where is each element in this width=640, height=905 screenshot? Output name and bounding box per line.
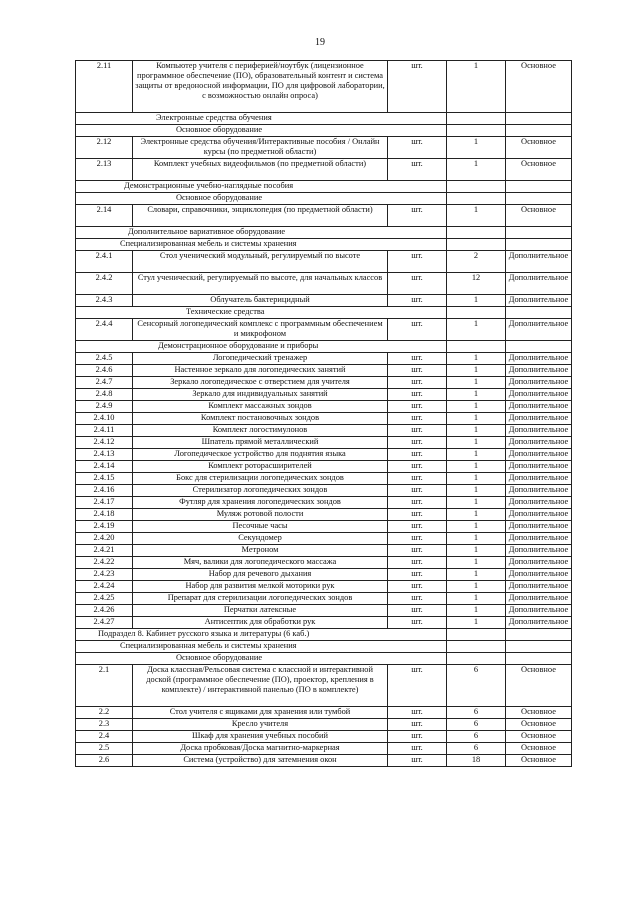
item-category: Основное — [506, 137, 572, 159]
item-quantity: 1 — [447, 473, 506, 485]
table-row — [76, 365, 572, 377]
section-header-row — [76, 113, 572, 125]
item-name: Муляж ротовой полости — [133, 509, 388, 521]
item-unit: шт. — [388, 731, 447, 743]
item-number: 2.2 — [76, 707, 133, 719]
item-quantity: 1 — [447, 137, 506, 159]
item-name: Доска классная/Рельсовая система с классной и интерактивной доской (программное обеспечение (ПО), проектор, крепления в комплекте) / интерактивной панелью (ПО в комплекте) — [133, 665, 388, 707]
section-header-row — [76, 125, 572, 137]
table-row — [76, 401, 572, 413]
item-number: 2.4.13 — [76, 449, 133, 461]
item-category: Основное — [506, 743, 572, 755]
item-number: 2.4.21 — [76, 545, 133, 557]
item-quantity: 1 — [447, 497, 506, 509]
item-quantity: 1 — [447, 569, 506, 581]
item-unit: шт. — [388, 61, 447, 113]
item-category: Дополнительное — [506, 377, 572, 389]
item-quantity: 1 — [447, 205, 506, 227]
table-row — [76, 389, 572, 401]
item-name: Стул ученический, регулируемый по высоте, для начальных классов — [133, 273, 388, 295]
table-row — [76, 731, 572, 743]
item-unit: шт. — [388, 485, 447, 497]
item-category: Дополнительное — [506, 461, 572, 473]
item-number: 2.4.8 — [76, 389, 133, 401]
table-row — [76, 521, 572, 533]
item-quantity: 2 — [447, 251, 506, 273]
item-quantity: 1 — [447, 461, 506, 473]
item-number: 2.4.1 — [76, 251, 133, 273]
item-unit: шт. — [388, 605, 447, 617]
item-unit: шт. — [388, 665, 447, 707]
item-number: 2.3 — [76, 719, 133, 731]
item-name: Футляр для хранения логопедических зондов — [133, 497, 388, 509]
item-name: Электронные средства обучения/Интерактивные пособия / Онлайн курсы (по предметной области) — [133, 137, 388, 159]
item-quantity: 1 — [447, 449, 506, 461]
item-quantity: 1 — [447, 437, 506, 449]
empty-qty-cell — [447, 181, 506, 193]
item-quantity: 1 — [447, 593, 506, 605]
table-row — [76, 497, 572, 509]
item-category: Основное — [506, 755, 572, 767]
item-category: Дополнительное — [506, 533, 572, 545]
section-header-row — [76, 227, 572, 239]
item-number: 2.6 — [76, 755, 133, 767]
item-name: Сенсорный логопедический комплекс с программным обеспечением и микрофоном — [133, 319, 388, 341]
item-name: Набор для развития мелкой моторики рук — [133, 581, 388, 593]
item-category: Дополнительное — [506, 581, 572, 593]
item-quantity: 1 — [447, 557, 506, 569]
item-category: Дополнительное — [506, 557, 572, 569]
item-quantity: 1 — [447, 509, 506, 521]
item-name: Препарат для стерилизации логопедических зондов — [133, 593, 388, 605]
item-quantity: 1 — [447, 401, 506, 413]
item-number: 2.13 — [76, 159, 133, 181]
item-number: 2.4.27 — [76, 617, 133, 629]
item-category: Дополнительное — [506, 449, 572, 461]
item-name: Метроном — [133, 545, 388, 557]
item-number: 2.4.6 — [76, 365, 133, 377]
item-name: Шкаф для хранения учебных пособий — [133, 731, 388, 743]
section-header-row — [76, 653, 572, 665]
table-row — [76, 449, 572, 461]
section-header-row — [76, 641, 572, 653]
table-row — [76, 353, 572, 365]
item-number: 2.14 — [76, 205, 133, 227]
item-unit: шт. — [388, 743, 447, 755]
section-header-row — [76, 341, 572, 353]
table-row — [76, 533, 572, 545]
item-quantity: 6 — [447, 665, 506, 707]
section-header-row — [76, 629, 572, 641]
item-unit: шт. — [388, 353, 447, 365]
table-row — [76, 557, 572, 569]
empty-type-cell — [506, 125, 572, 137]
item-number: 2.4.26 — [76, 605, 133, 617]
item-quantity: 1 — [447, 521, 506, 533]
item-number: 2.11 — [76, 61, 133, 113]
section-header-row — [76, 239, 572, 251]
item-quantity: 1 — [447, 295, 506, 307]
item-name: Комплект учебных видеофильмов (по предметной области) — [133, 159, 388, 181]
item-unit: шт. — [388, 473, 447, 485]
item-number: 2.4.22 — [76, 557, 133, 569]
empty-qty-cell — [447, 113, 506, 125]
section-title: Демонстрационное оборудование и приборы — [76, 341, 447, 353]
item-name: Компьютер учителя с периферией/ноутбук (лицензионное программное обеспечение (ПО), образовательный контент и система защиты от вредоносной информации, ПО для цифровой лаборатории, с возможностью онлайн опроса) — [133, 61, 388, 113]
item-number: 2.4.5 — [76, 353, 133, 365]
empty-type-cell — [506, 629, 572, 641]
empty-qty-cell — [447, 341, 506, 353]
item-category: Дополнительное — [506, 365, 572, 377]
empty-qty-cell — [447, 239, 506, 251]
item-category: Основное — [506, 707, 572, 719]
item-unit: шт. — [388, 137, 447, 159]
section-header-row — [76, 193, 572, 205]
item-number: 2.4 — [76, 731, 133, 743]
item-quantity: 1 — [447, 605, 506, 617]
item-unit: шт. — [388, 377, 447, 389]
item-name: Логопедическое устройство для поднятия языка — [133, 449, 388, 461]
table-row — [76, 509, 572, 521]
item-quantity: 1 — [447, 413, 506, 425]
item-quantity: 1 — [447, 581, 506, 593]
item-category: Дополнительное — [506, 353, 572, 365]
item-quantity: 6 — [447, 743, 506, 755]
item-number: 2.12 — [76, 137, 133, 159]
table-row — [76, 377, 572, 389]
item-number: 2.4.19 — [76, 521, 133, 533]
item-name: Облучатель бактерицидный — [133, 295, 388, 307]
table-row — [76, 425, 572, 437]
page-number: 19 — [315, 37, 325, 48]
item-unit: шт. — [388, 707, 447, 719]
section-header-row — [76, 181, 572, 193]
table-row — [76, 205, 572, 227]
table-row — [76, 413, 572, 425]
item-quantity: 1 — [447, 377, 506, 389]
section-title: Основное оборудование — [76, 193, 447, 205]
table-row — [76, 137, 572, 159]
item-unit: шт. — [388, 389, 447, 401]
item-category: Основное — [506, 61, 572, 113]
table-row — [76, 545, 572, 557]
item-category: Основное — [506, 665, 572, 707]
empty-qty-cell — [447, 227, 506, 239]
item-quantity: 1 — [447, 365, 506, 377]
item-category: Дополнительное — [506, 251, 572, 273]
item-number: 2.4.15 — [76, 473, 133, 485]
table-row — [76, 61, 572, 113]
item-number: 2.4.9 — [76, 401, 133, 413]
item-unit: шт. — [388, 449, 447, 461]
empty-type-cell — [506, 113, 572, 125]
section-title: Специализированная мебель и системы хранения — [76, 239, 447, 251]
item-category: Дополнительное — [506, 273, 572, 295]
item-unit: шт. — [388, 319, 447, 341]
item-category: Дополнительное — [506, 509, 572, 521]
item-number: 2.4.20 — [76, 533, 133, 545]
table-row — [76, 319, 572, 341]
item-name: Секундомер — [133, 533, 388, 545]
item-number: 2.4.12 — [76, 437, 133, 449]
item-name: Комплект роторасширителей — [133, 461, 388, 473]
empty-qty-cell — [447, 641, 506, 653]
section-title: Подраздел 8. Кабинет русского языка и литературы (6 каб.) — [76, 629, 447, 641]
empty-type-cell — [506, 193, 572, 205]
section-title: Электронные средства обучения — [76, 113, 447, 125]
empty-type-cell — [506, 227, 572, 239]
item-unit: шт. — [388, 593, 447, 605]
item-quantity: 1 — [447, 353, 506, 365]
item-unit: шт. — [388, 365, 447, 377]
item-name: Словари, справочники, энциклопедия (по предметной области) — [133, 205, 388, 227]
item-category: Дополнительное — [506, 437, 572, 449]
item-number: 2.4.4 — [76, 319, 133, 341]
item-quantity: 18 — [447, 755, 506, 767]
item-category: Дополнительное — [506, 605, 572, 617]
item-name: Зеркало логопедическое с отверстием для учителя — [133, 377, 388, 389]
table-row — [76, 719, 572, 731]
empty-qty-cell — [447, 629, 506, 641]
item-category: Дополнительное — [506, 401, 572, 413]
item-number: 2.4.11 — [76, 425, 133, 437]
section-title: Основное оборудование — [76, 653, 447, 665]
item-unit: шт. — [388, 205, 447, 227]
section-title: Специализированная мебель и системы хранения — [76, 641, 447, 653]
item-unit: шт. — [388, 461, 447, 473]
item-number: 2.5 — [76, 743, 133, 755]
item-category: Дополнительное — [506, 295, 572, 307]
item-category: Дополнительное — [506, 319, 572, 341]
item-category: Дополнительное — [506, 473, 572, 485]
item-unit: шт. — [388, 521, 447, 533]
table-row — [76, 755, 572, 767]
item-unit: шт. — [388, 159, 447, 181]
empty-type-cell — [506, 341, 572, 353]
item-category: Дополнительное — [506, 425, 572, 437]
table-row — [76, 473, 572, 485]
item-quantity: 1 — [447, 159, 506, 181]
table-row — [76, 665, 572, 707]
item-quantity: 1 — [447, 617, 506, 629]
item-name: Песочные часы — [133, 521, 388, 533]
equipment-table-body — [76, 61, 572, 767]
item-unit: шт. — [388, 569, 447, 581]
item-unit: шт. — [388, 557, 447, 569]
item-category: Дополнительное — [506, 617, 572, 629]
item-unit: шт. — [388, 251, 447, 273]
section-title: Основное оборудование — [76, 125, 447, 137]
item-unit: шт. — [388, 295, 447, 307]
item-quantity: 6 — [447, 731, 506, 743]
item-number: 2.4.17 — [76, 497, 133, 509]
item-category: Дополнительное — [506, 593, 572, 605]
item-number: 2.4.24 — [76, 581, 133, 593]
item-unit: шт. — [388, 581, 447, 593]
table-row — [76, 605, 572, 617]
item-number: 2.4.25 — [76, 593, 133, 605]
item-quantity: 12 — [447, 273, 506, 295]
item-name: Система (устройство) для затемнения окон — [133, 755, 388, 767]
item-name: Шпатель прямой металлический — [133, 437, 388, 449]
item-category: Дополнительное — [506, 413, 572, 425]
item-name: Комплект массажных зондов — [133, 401, 388, 413]
item-number: 2.4.23 — [76, 569, 133, 581]
table-row — [76, 159, 572, 181]
item-category: Дополнительное — [506, 569, 572, 581]
item-unit: шт. — [388, 437, 447, 449]
item-name: Доска пробковая/Доска магнитно-маркерная — [133, 743, 388, 755]
item-unit: шт. — [388, 401, 447, 413]
item-category: Дополнительное — [506, 497, 572, 509]
item-quantity: 1 — [447, 61, 506, 113]
item-name: Стол ученический модульный, регулируемый по высоте — [133, 251, 388, 273]
item-quantity: 1 — [447, 425, 506, 437]
table-row — [76, 617, 572, 629]
item-unit: шт. — [388, 617, 447, 629]
item-unit: шт. — [388, 425, 447, 437]
item-number: 2.4.16 — [76, 485, 133, 497]
item-name: Антисептик для обработки рук — [133, 617, 388, 629]
empty-type-cell — [506, 239, 572, 251]
table-row — [76, 295, 572, 307]
item-unit: шт. — [388, 509, 447, 521]
item-name: Стол учителя с ящиками для хранения или тумбой — [133, 707, 388, 719]
item-number: 2.4.14 — [76, 461, 133, 473]
item-name: Зеркало для индивидуальных занятий — [133, 389, 388, 401]
equipment-table — [75, 60, 572, 767]
item-name: Перчатки латексные — [133, 605, 388, 617]
item-unit: шт. — [388, 755, 447, 767]
item-category: Основное — [506, 205, 572, 227]
empty-type-cell — [506, 641, 572, 653]
section-title: Дополнительное вариативное оборудование — [76, 227, 447, 239]
table-row — [76, 743, 572, 755]
item-name: Комплект логостимулонов — [133, 425, 388, 437]
item-category: Дополнительное — [506, 485, 572, 497]
item-number: 2.4.10 — [76, 413, 133, 425]
empty-type-cell — [506, 181, 572, 193]
item-category: Основное — [506, 731, 572, 743]
item-quantity: 1 — [447, 485, 506, 497]
item-unit: шт. — [388, 497, 447, 509]
item-name: Набор для речевого дыхания — [133, 569, 388, 581]
item-number: 2.4.7 — [76, 377, 133, 389]
table-row — [76, 461, 572, 473]
table-row — [76, 485, 572, 497]
item-quantity: 1 — [447, 389, 506, 401]
item-quantity: 6 — [447, 707, 506, 719]
item-unit: шт. — [388, 533, 447, 545]
section-title: Демонстрационные учебно-наглядные пособия — [76, 181, 447, 193]
item-unit: шт. — [388, 719, 447, 731]
table-row — [76, 707, 572, 719]
item-quantity: 1 — [447, 533, 506, 545]
table-row — [76, 251, 572, 273]
item-category: Дополнительное — [506, 545, 572, 557]
empty-qty-cell — [447, 125, 506, 137]
item-category: Дополнительное — [506, 389, 572, 401]
item-name: Комплект постановочных зондов — [133, 413, 388, 425]
item-name: Кресло учителя — [133, 719, 388, 731]
item-quantity: 1 — [447, 545, 506, 557]
item-category: Основное — [506, 159, 572, 181]
item-unit: шт. — [388, 273, 447, 295]
section-header-row — [76, 307, 572, 319]
item-name: Бокс для стерилизации логопедических зондов — [133, 473, 388, 485]
section-title: Технические средства — [76, 307, 447, 319]
item-name: Стерилизатор логопедических зондов — [133, 485, 388, 497]
item-category: Основное — [506, 719, 572, 731]
table-row — [76, 273, 572, 295]
item-name: Мяч, валики для логопедического массажа — [133, 557, 388, 569]
empty-qty-cell — [447, 307, 506, 319]
item-quantity: 1 — [447, 319, 506, 341]
item-unit: шт. — [388, 413, 447, 425]
table-row — [76, 581, 572, 593]
empty-qty-cell — [447, 193, 506, 205]
item-number: 2.4.3 — [76, 295, 133, 307]
item-number: 2.1 — [76, 665, 133, 707]
table-row — [76, 437, 572, 449]
empty-qty-cell — [447, 653, 506, 665]
item-quantity: 6 — [447, 719, 506, 731]
item-unit: шт. — [388, 545, 447, 557]
item-category: Дополнительное — [506, 521, 572, 533]
item-name: Логопедический тренажер — [133, 353, 388, 365]
item-number: 2.4.18 — [76, 509, 133, 521]
empty-type-cell — [506, 653, 572, 665]
empty-type-cell — [506, 307, 572, 319]
table-row — [76, 593, 572, 605]
item-name: Настенное зеркало для логопедических занятий — [133, 365, 388, 377]
table-row — [76, 569, 572, 581]
item-number: 2.4.2 — [76, 273, 133, 295]
